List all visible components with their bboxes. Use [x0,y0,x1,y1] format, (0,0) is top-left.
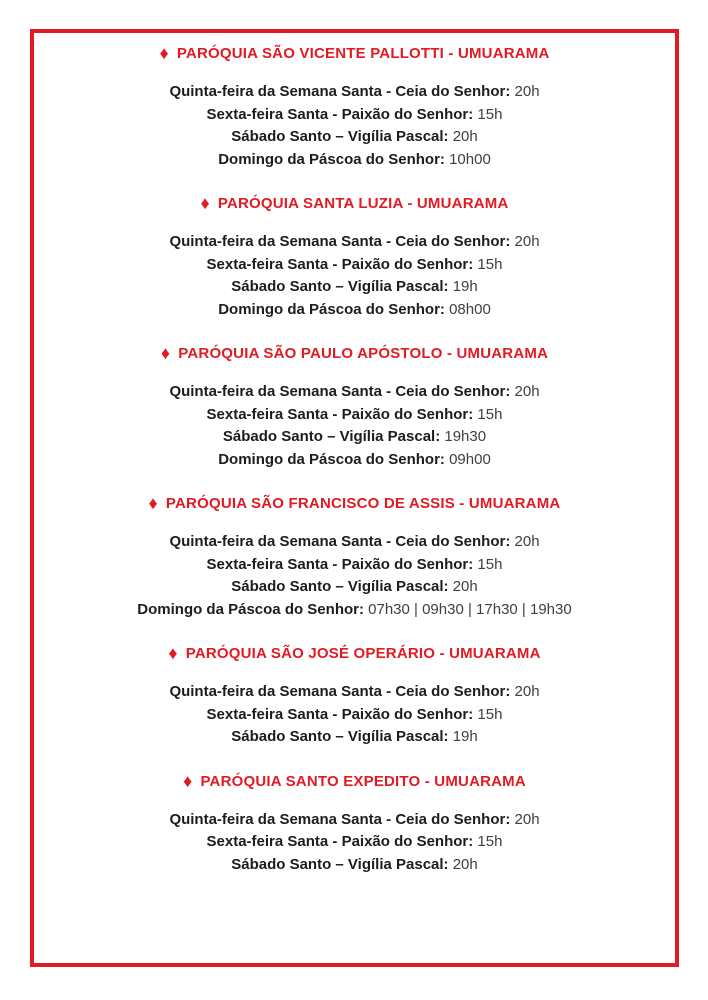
diamond-icon: ♦ [148,493,158,513]
schedule-line [34,299,675,322]
schedule-line [34,599,675,622]
schedule-line [34,276,675,299]
schedule-label: Domingo da Páscoa do Senhor: [218,450,445,468]
schedule-label: Sexta-feira Santa - Paixão do Senhor: [206,833,474,850]
schedule-lines [34,531,675,621]
diamond-icon: ♦ [200,193,210,213]
schedule-line [34,726,675,749]
parish-heading [34,42,675,65]
schedule-value: 19h30 [440,428,487,445]
schedule-value: 20h [448,855,478,873]
schedule-label: Quinta-feira da Semana Santa - Ceia do Senhor: [169,533,511,550]
schedule-line [34,426,675,449]
schedule-value: 08h00 [444,300,491,318]
schedule-value: 20h [510,533,540,550]
schedule-value: 20h [510,810,540,828]
schedule-line [34,404,675,427]
parish-title: PARÓQUIA SANTA LUZIA - UMUARAMA [217,195,509,212]
schedule-label: Quinta-feira da Semana Santa - Ceia do Senhor: [169,683,511,700]
diamond-icon: ♦ [160,343,171,363]
schedule-line [34,854,675,877]
parish-heading [34,342,675,365]
parish-section [34,770,675,877]
schedule-line [34,681,675,704]
schedule-label: Domingo da Páscoa do Senhor: [137,600,364,618]
sections-list [34,42,675,876]
schedule-label: Sexta-feira Santa - Paixão do Senhor: [206,405,474,423]
schedule-value: 20h [510,233,540,250]
schedule-value: 15h [473,705,503,723]
schedule-label: Sábado Santo – Vigília Pascal: [231,278,449,295]
diamond-icon: ♦ [159,43,169,63]
schedule-value: 15h [473,833,503,850]
parish-title: PARÓQUIA SANTO EXPEDITO - UMUARAMA [200,772,526,790]
schedule-value: 20h [510,683,540,700]
schedule-line [34,831,675,854]
schedule-label: Sábado Santo – Vigília Pascal: [231,128,449,145]
schedule-line [34,231,675,254]
parish-title: PARÓQUIA SÃO FRANCISCO DE ASSIS - UMUARAMA [165,495,561,512]
schedule-value: 10h00 [444,150,491,168]
schedule-label: Sábado Santo – Vigília Pascal: [231,578,449,595]
schedule-label: Sábado Santo – Vigília Pascal: [231,728,449,745]
schedule-label: Quinta-feira da Semana Santa - Ceia do Senhor: [169,383,511,400]
schedule-line [34,126,675,149]
schedule-value: 15h [473,105,503,123]
diamond-icon: ♦ [183,770,193,791]
schedule-line [34,104,675,127]
schedule-label: Quinta-feira da Semana Santa - Ceia do Senhor: [169,233,511,250]
schedule-label: Sexta-feira Santa - Paixão do Senhor: [206,555,474,573]
schedule-value: 15h [473,405,503,423]
schedule-line [34,704,675,727]
schedule-line [34,809,675,832]
schedule-lines [34,809,675,877]
schedule-label: Sexta-feira Santa - Paixão do Senhor: [206,105,474,123]
parish-heading [34,642,675,665]
schedule-label: Domingo da Páscoa do Senhor: [218,150,445,168]
diamond-icon: ♦ [168,643,178,663]
schedule-lines [34,81,675,171]
schedule-value: 15h [473,555,503,573]
schedule-value: 19h [448,728,478,745]
schedule-value: 15h [473,255,503,273]
parish-title: PARÓQUIA SÃO JOSÉ OPERÁRIO - UMUARAMA [185,645,541,662]
schedule-label: Quinta-feira da Semana Santa - Ceia do Senhor: [169,810,511,828]
schedule-value: 09h00 [444,450,491,468]
schedule-line [34,531,675,554]
parish-heading [34,492,675,515]
schedule-label: Quinta-feira da Semana Santa - Ceia do Senhor: [169,83,511,100]
schedule-value: 20h [448,578,478,595]
parish-section [34,642,675,749]
schedule-lines [34,231,675,321]
schedule-line [34,576,675,599]
schedule-label: Sexta-feira Santa - Paixão do Senhor: [206,255,474,273]
parish-section [34,42,675,171]
parish-title: PARÓQUIA SÃO PAULO APÓSTOLO - UMUARAMA [178,345,549,362]
schedule-value: 20h [510,383,540,400]
schedule-line [34,254,675,277]
schedule-value: 20h [510,83,540,100]
schedule-line [34,554,675,577]
parish-section [34,192,675,321]
schedule-label: Domingo da Páscoa do Senhor: [218,300,445,318]
schedule-lines [34,681,675,749]
schedule-line [34,449,675,472]
schedule-label: Sexta-feira Santa - Paixão do Senhor: [206,705,474,723]
schedule-value: 20h [448,128,478,145]
parish-heading [34,770,675,793]
parish-section [34,492,675,621]
schedule-value: 07h30 | 09h30 | 17h30 | 19h30 [363,600,572,618]
schedule-label: Sábado Santo – Vigília Pascal: [231,855,449,873]
schedule-label: Sábado Santo – Vigília Pascal: [222,428,441,445]
schedule-line [34,149,675,172]
parish-heading [34,192,675,215]
schedule-value: 19h [448,278,478,295]
schedule-lines [34,381,675,471]
parish-section [34,342,675,471]
schedule-line [34,381,675,404]
schedule-line [34,81,675,104]
parish-title: PARÓQUIA SÃO VICENTE PALLOTTI - UMUARAMA [176,45,550,62]
page-border-frame [30,29,679,967]
